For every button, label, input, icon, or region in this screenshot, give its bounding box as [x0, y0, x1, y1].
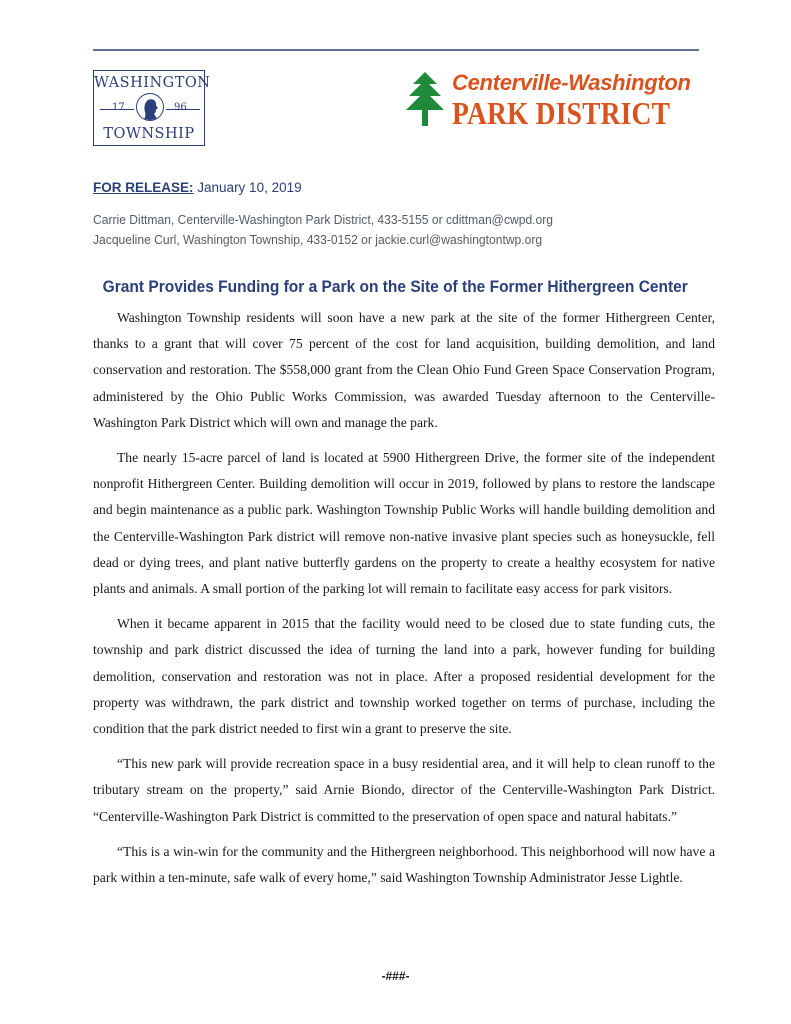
- logo-year-right: 96: [174, 102, 187, 113]
- contact-line: Jacqueline Curl, Washington Township, 433-0152 or jackie.curl@washingtontwp.org: [93, 232, 543, 247]
- release-label: FOR RELEASE:: [93, 180, 194, 195]
- washington-silhouette-icon: [136, 93, 164, 121]
- paragraph: “This new park will provide recreation space in a busy residential area, and it will help to clean runoff to the tributary stream on the property,” said Arnie Biondo, director of the Centerville-Washington Park District. “Centerville-Washington Park District is committed to the preservation of open space and natural habitats.”: [93, 756, 715, 824]
- contact-line: Carrie Dittman, Centerville-Washington Park District, 433-5155 or cdittman@cwpd.org: [93, 212, 554, 227]
- paragraph: When it became apparent in 2015 that the facility would need to be closed due to state funding cuts, the township and park district discussed the idea of turning the land into a park, however funding for building demolition, conservation and restoration was not in place. After a proposed residential development for the property was withdrawn, the park district and township worked together on terms of purchase, including the condition that the park district needed to first win a grant to preserve the site.: [93, 616, 715, 737]
- article-body: [93, 305, 715, 900]
- headline: [0, 278, 791, 297]
- headline-text: Grant Provides Funding for a Park on the Site of the Former Hithergreen Center: [102, 278, 689, 296]
- paragraph: Washington Township residents will soon have a new park at the site of the former Hithergreen Center, thanks to a grant that will cover 75 percent of the cost for land acquisition, building demolition, and land conservation and restoration. The $558,000 grant from the Clean Ohio Fund Green Space Conservation Program, administered by the Ohio Public Works Commission, was awarded Tuesday afternoon to the Centerville-Washington Park District which will own and manage the park.: [93, 310, 715, 430]
- washington-township-logo: [93, 70, 211, 146]
- township-logo-line1: WASHINGTON: [94, 75, 211, 91]
- evergreen-tree-icon: [405, 70, 445, 128]
- release-line: [93, 180, 302, 195]
- park-district-logo: [405, 70, 705, 130]
- logo-year-left: 17: [112, 102, 125, 113]
- park-district-logo-line1: Centerville-Washington: [452, 70, 691, 95]
- end-mark: -###-: [381, 969, 410, 983]
- township-logo-line2: TOWNSHIP: [103, 126, 195, 142]
- top-rule: [93, 49, 699, 51]
- release-date: January 10, 2019: [197, 180, 302, 195]
- park-district-logo-line2: PARK DISTRICT: [452, 95, 671, 131]
- paragraph: “This is a win-win for the community and the Hithergreen neighborhood. This neighborhood will now have a park within a ten-minute, safe walk of every home,” said Washington Township Administrator Jesse Lightle.: [93, 843, 715, 886]
- paragraph: The nearly 15-acre parcel of land is located at 5900 Hithergreen Drive, the former site of the independent nonprofit Hithergreen Center. Building demolition will occur in 2019, followed by plans to restore the landscape and begin maintenance as a public park. Washington Township Public Works will handle building demolition and the Centerville-Washington Park district will remove non-native invasive plant species such as honeysuckle, fell dead or dying trees, and plant native butterfly gardens on the property to create a healthy ecosystem for native plants and animals. A small portion of the parking lot will remain to facilitate easy access for park visitors.: [93, 450, 715, 597]
